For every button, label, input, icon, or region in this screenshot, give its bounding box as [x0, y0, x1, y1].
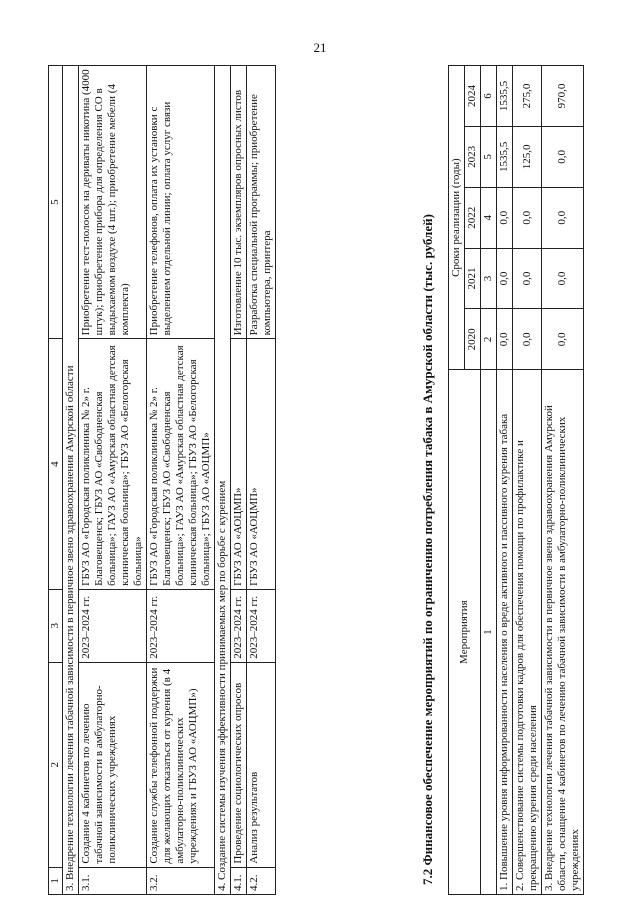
measures-header-row	[49, 66, 63, 895]
table-row	[147, 66, 215, 895]
value-cell: 0,0	[542, 126, 584, 187]
value-cell: 0,0	[513, 248, 542, 309]
row-number: 3.1.	[79, 867, 147, 894]
row-name: Создание службы телефонной поддержки для желающих отказаться от курения (в 4 амбулаторно-поликлинических учреждениях и ГБУЗ АО «АОЦМП»)	[147, 662, 215, 867]
year-cell: 2022	[465, 187, 481, 248]
year-cell: 2024	[465, 66, 481, 127]
column-number: 6	[481, 66, 497, 127]
value-cell: 1535,5	[497, 66, 513, 127]
row-name: Проведение социологических опросов	[231, 662, 247, 867]
value-cell: 0,0	[497, 187, 513, 248]
row-period: 2023–2024 гг.	[147, 589, 215, 662]
header-cell: 5	[49, 66, 63, 339]
table-row	[497, 66, 513, 895]
measures-table	[48, 65, 276, 895]
row-result: Приобретение тест-полосок на дериваты никотина (4000 штук); приобретение прибора для определения СО в выдыхаемом воздухе (4 шт.); приобретение мебели (4 комплекта)	[79, 66, 147, 339]
column-number-row	[481, 66, 497, 895]
rotated-page-content	[48, 65, 608, 895]
value-cell: 970,0	[542, 66, 584, 127]
column-number: 1	[481, 370, 497, 895]
row-period: 2023–2024 гг.	[79, 589, 147, 662]
year-cell: 2021	[465, 248, 481, 309]
value-cell: 0,0	[497, 309, 513, 370]
header-cell: 2	[49, 662, 63, 867]
column-number: 2	[481, 309, 497, 370]
row-executors: ГБУЗ АО «АОЦМП»	[231, 339, 247, 590]
row-number: 3.2.	[147, 867, 215, 894]
row-period: 2023–2024 гг.	[247, 589, 276, 662]
section-row	[215, 66, 231, 895]
value-cell: 0,0	[542, 309, 584, 370]
header-cell: 1	[49, 867, 63, 894]
row-executors: ГБУЗ АО «Городская поликлиника № 2» г. Благовещенск; ГБУЗ АО «Свободненская больница»; ГАУЗ АО «Амурская областная детская клиническая больница»; ГБУЗ АО «Белогорская больница»; ГБУЗ АО «АОЦМП»	[147, 339, 215, 590]
value-cell: 0,0	[513, 187, 542, 248]
financial-table	[448, 65, 584, 895]
measure-name: 2. Совершенствование системы подготовки кадров для обеспечения помощи по профилактике и прекращению курения среди населения	[513, 370, 542, 895]
row-period: 2023–2024 гг.	[231, 589, 247, 662]
table-row	[542, 66, 584, 895]
table-row	[513, 66, 542, 895]
column-number: 5	[481, 126, 497, 187]
year-cell: 2020	[465, 309, 481, 370]
financial-section-title: 7.2 Финансовое обеспечение мероприятий по ограничению потребления табака в Амурской области (тыс. рублей)	[420, 214, 435, 885]
value-cell: 0,0	[497, 248, 513, 309]
row-result: Приобретение телефонов, оплата их установки с выделением отдельной линии; оплата услуг связи	[147, 66, 215, 339]
value-cell: 0,0	[542, 187, 584, 248]
column-number: 3	[481, 248, 497, 309]
financial-header-row	[449, 66, 465, 895]
measures-column-header: Мероприятия	[449, 370, 481, 895]
row-name: Анализ результатов	[247, 662, 276, 867]
row-number: 4.2.	[247, 867, 276, 894]
value-cell: 0,0	[513, 309, 542, 370]
row-result: Изготовление 10 тыс. экземпляров опросных листов	[231, 66, 247, 339]
row-executors: ГБУЗ АО «АОЦМП»	[247, 339, 276, 590]
value-cell: 275,0	[513, 66, 542, 127]
header-cell: 3	[49, 589, 63, 662]
table-row	[79, 66, 147, 895]
section-title: 3. Внедрение технологии лечения табачной зависимости в первичное звено здравоохранения Амурской области	[63, 66, 79, 895]
value-cell: 0,0	[542, 248, 584, 309]
row-executors: ГБУЗ АО «Городская поликлиника № 2» г. Благовещенск; ГБУЗ АО «Свободненская больница»; ГАУЗ АО «Амурская областная детская клиническая больница»; ГБУЗ АО «Белогорская больница»	[79, 339, 147, 590]
table-row	[247, 66, 276, 895]
column-number: 4	[481, 187, 497, 248]
row-result: Разработка специальной программы; приобретение компьютера, принтера	[247, 66, 276, 339]
row-name: Создание 4 кабинетов по лечению табачной зависимости в амбулаторно-поликлинических учреждениях	[79, 662, 147, 867]
section-row	[63, 66, 79, 895]
year-cell: 2023	[465, 126, 481, 187]
value-cell: 1535,5	[497, 126, 513, 187]
header-cell: 4	[49, 339, 63, 590]
value-cell: 125,0	[513, 126, 542, 187]
measure-name: 3. Внедрение технологии лечения табачной зависимости в первичное звено здравоохранения Амурской области, оснащение 4 кабинетов по лечению табачной зависимости в амбулаторно-поликлинических учреждениях	[542, 370, 584, 895]
measure-name: 1. Повышение уровня информированности населения о вреде активного и пассивного курения табака	[497, 370, 513, 895]
section-title: 4. Создание системы изучения эффективности принимаемых мер по борьбе с курением	[215, 66, 231, 895]
page-number: 21	[313, 40, 327, 55]
table-row	[231, 66, 247, 895]
row-number: 4.1.	[231, 867, 247, 894]
terms-column-header: Сроки реализации (годы)	[449, 66, 465, 370]
